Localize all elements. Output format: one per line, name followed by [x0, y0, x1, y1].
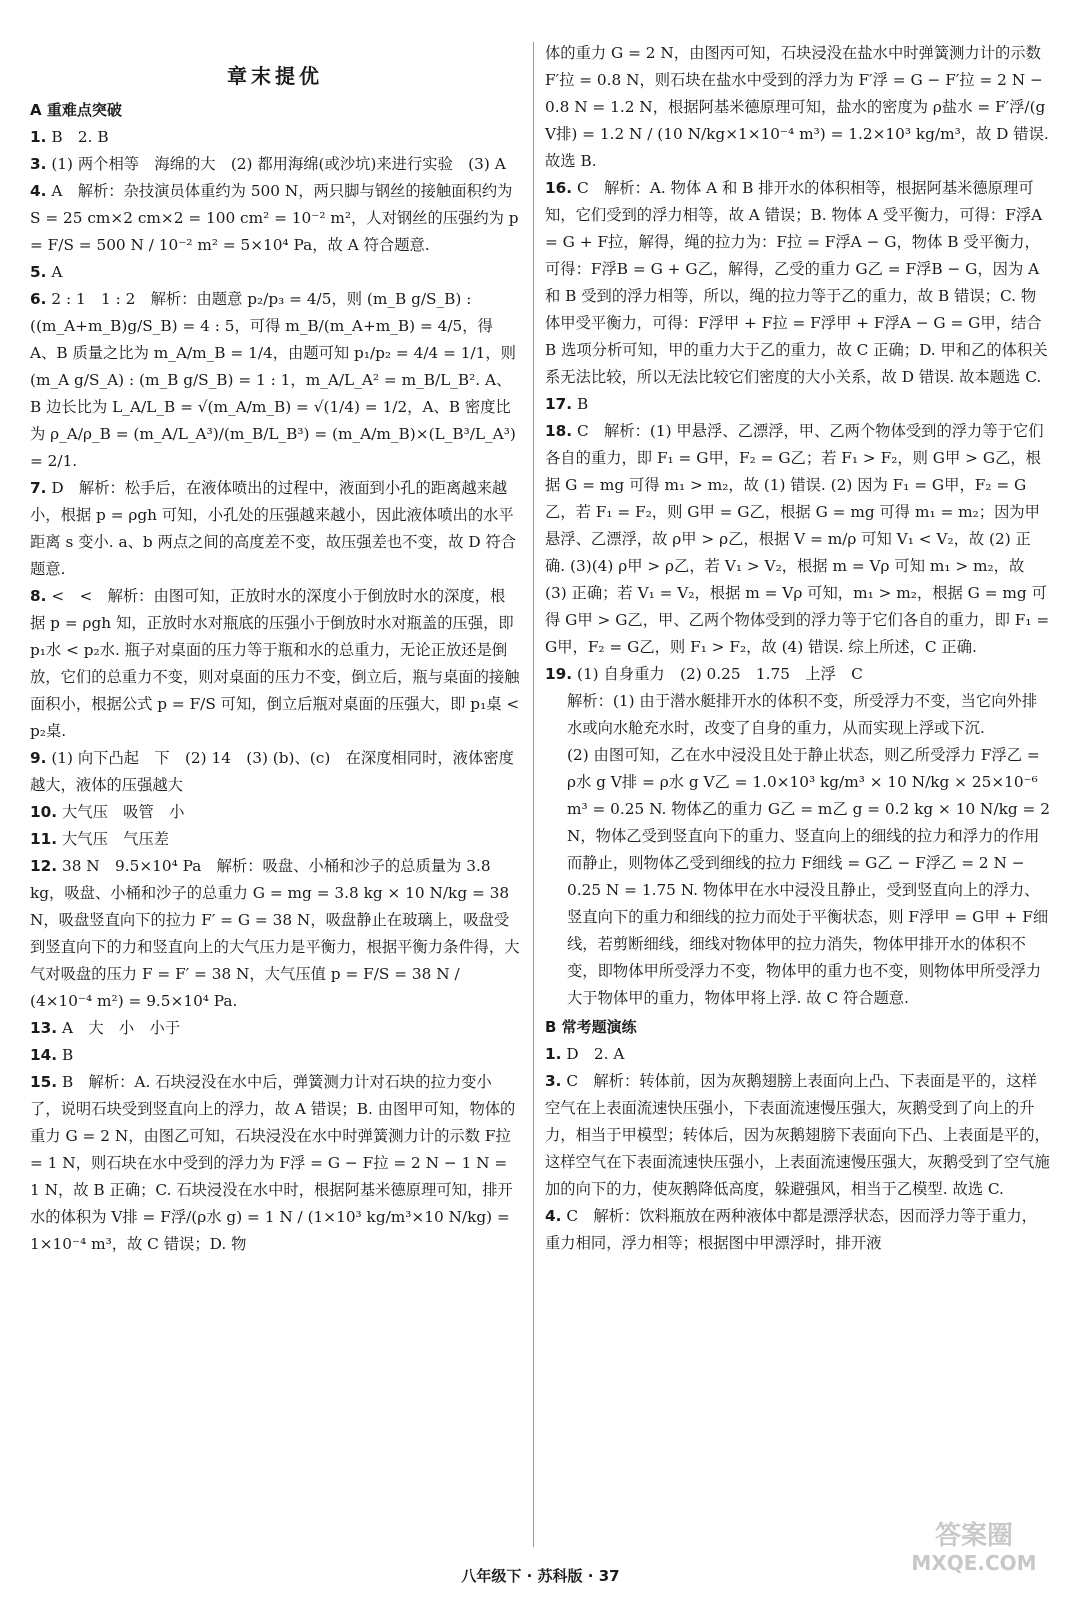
- svg-text:MXQE.COM: MXQE.COM: [911, 1551, 1037, 1575]
- answer-number: 19.: [545, 665, 573, 683]
- answer-number: 8.: [30, 587, 47, 605]
- answer-item: [30, 151, 520, 178]
- answer-number: 13.: [30, 1019, 58, 1037]
- svg-text:答案圈: 答案圈: [934, 1521, 1014, 1551]
- answer-text: C 解析：饮料瓶放在两种液体中都是漂浮状态，因而浮力等于重力，重力相同，浮力相等；根据图中甲漂浮时，排开液: [545, 1207, 1037, 1252]
- answer-item: [545, 175, 1050, 391]
- page-footer: 八年级下 · 苏科版 · 37: [461, 1567, 620, 1585]
- answer-text: (1) 两个相等 海绵的大 (2) 都用海绵(或沙坑)来进行实验 (3) A: [51, 155, 506, 173]
- answer-number: 10.: [30, 803, 58, 821]
- answer-item: [545, 661, 1050, 688]
- q19-analysis-1: 解析：(1) 由于潜水艇排开水的体积不变，所受浮力不变，当它向外排水或向水舱充水时，改变了自身的重力，从而实现上浮或下沉.: [567, 692, 1038, 737]
- answer-number: 3.: [30, 155, 47, 173]
- site-watermark-logo: [888, 1510, 1063, 1580]
- answer-number: 9.: [30, 749, 47, 767]
- answer-text: 大气压 气压差: [61, 830, 170, 848]
- answer-text: C 解析：(1) 甲悬浮、乙漂浮，甲、乙两个物体受到的浮力等于它们各自的重力，即 F₁ = G甲，F₂ = G乙；若 F₁ > F₂，则 G甲 > G乙，根据 G = mg 可得 m₁ > m₂，故 (1) 错误. (2) 因为 F₁ = G甲，F₂ = G乙，若 F₁ = F₂，则 G甲 = G乙，根据 G = mg 可得 m₁ = m₂；因为甲悬浮、乙漂浮，故 ρ甲 > ρ乙，根据 V = m/ρ 可知 V₁ < V₂，故 (2) 正确. (3)(4) ρ甲 > ρ乙，若 V₁ > V₂，根据 m = Vρ 可知 m₁ > m₂，故 (3) 正确；若 V₁ = V₂，根据 m = Vρ 可知，m₁ > m₂，根据 G = mg 可得 G甲 > G乙，甲、乙两个物体受到的浮力等于它们各自的重力，即 F₁ = G甲，F₂ = G乙，则 F₁ > F₂，故 (4) 错误. 综上所述，C 正确.: [545, 422, 1050, 656]
- answer-number: 4.: [30, 182, 47, 200]
- column-divider: [533, 42, 534, 1547]
- answer-item: [545, 1203, 1050, 1257]
- answer-number: 18.: [545, 422, 573, 440]
- answer-item: [545, 1041, 1050, 1068]
- answer-number: 4.: [545, 1207, 562, 1225]
- answer-item: [545, 418, 1050, 661]
- answer-text: (1) 向下凸起 下 (2) 14 (3) (b)、(c) 在深度相同时，液体密度越大，液体的压强越大: [30, 749, 514, 794]
- answer-item: [30, 799, 520, 826]
- answer-number: 6.: [30, 290, 47, 308]
- answer-item: [30, 1069, 520, 1258]
- answer-item: [30, 286, 520, 475]
- answer-item: [30, 124, 520, 151]
- answer-text: (1) 自身重力 (2) 0.25 1.75 上浮 C: [576, 665, 863, 683]
- answer-text: A 解析：杂技演员体重约为 500 N，两只脚与钢丝的接触面积约为 S = 25 cm×2 cm×2 = 100 cm² = 10⁻² m²，人对钢丝的压强约为 p = F/S = 500 N / 10⁻² m² = 5×10⁴ Pa，故 A 符合题意.: [30, 182, 519, 254]
- answer-text: A 大 小 小于: [61, 1019, 181, 1037]
- answer-text: 大气压 吸管 小: [61, 803, 185, 821]
- answer-item: [545, 1068, 1050, 1203]
- answer-text: C 解析：A. 物体 A 和 B 排开水的体积相等，根据阿基米德原理可知，它们受到的浮力相等，故 A 错误；B. 物体 A 受平衡力，可得：F浮A = G + F拉，解得，绳的拉力为：F拉 = F浮A − G，物体 B 受平衡力，可得：F浮B = G + G乙，解得，乙受的重力 G乙 = F浮B − G，因为 A 和 B 受到的浮力相等，所以，绳的拉力等于乙的重力，故 B 错误；C. 物体甲受平衡力，可得：F浮甲 + F拉 = F浮甲 + F浮A − G = G甲，结合 B 选项分析可知，甲的重力大于乙的重力，故 C 正确；D. 甲和乙的体积关系无法比较，所以无法比较它们密度的大小关系，故 D 错误. 故本题选 C.: [545, 179, 1048, 386]
- answer-text: B 解析：A. 石块浸没在水中后，弹簧测力计对石块的拉力变小了，说明石块受到竖直向上的浮力，故 A 错误；B. 由图甲可知，物体的重力 G = 2 N，由图乙可知，石块浸没在水中时弹簧测力计的示数 F拉 = 1 N，则石块在水中受到的浮力为 F浮 = G − F拉 = 2 N − 1 N = 1 N，故 B 正确；C. 石块浸没在水中时，根据阿基米德原理可知，排开水的体积为 V排 = F浮/(ρ水 g) = 1 N / (1×10³ kg/m³×10 N/kg) = 1×10⁻⁴ m³，故 C 错误；D. 物: [30, 1073, 516, 1253]
- answer-number: 3.: [545, 1072, 562, 1090]
- answer-item: [30, 178, 520, 259]
- left-answer-list: [30, 124, 520, 1258]
- right-answer-list: [545, 175, 1050, 688]
- answer-number: 5.: [30, 263, 47, 281]
- answer-item: [30, 259, 520, 286]
- right-column: [545, 40, 1050, 1257]
- answer-number: 14.: [30, 1046, 58, 1064]
- section-b-answer-list: [545, 1041, 1050, 1257]
- answer-text: A: [51, 263, 63, 281]
- answer-number: 12.: [30, 857, 58, 875]
- answer-text: D 解析：松手后，在液体喷出的过程中，液面到小孔的距离越来越小，根据 p = ρgh 可知，小孔处的压强越来越小，因此液体喷出的水平距离 s 变小. a、b 两点之间的高度差不变，故压强差也不变，故 D 符合题意.: [30, 479, 517, 578]
- answer-number: 16.: [545, 179, 573, 197]
- answer-text: B: [61, 1046, 74, 1064]
- answer-text: < < 解析：由图可知，正放时水的深度小于倒放时水的深度，根据 p = ρgh 知，正放时水对瓶底的压强小于倒放时水对瓶盖的压强，即 p₁水 < p₂水. 瓶子对桌面的压力等于瓶和水的总重力，无论正放还是倒放，它们的总重力不变，则对桌面的压力不变，倒立后，瓶与桌面的接触面积小，根据公式 p = F/S 可知，倒立后瓶对桌面的压强大，即 p₁桌 < p₂桌.: [30, 587, 520, 740]
- answer-number: 1.: [30, 128, 47, 146]
- left-column: [30, 40, 520, 1258]
- answer-item: [30, 1015, 520, 1042]
- answer-number: 15.: [30, 1073, 58, 1091]
- q19-analysis-2: (2) 由图可知，乙在水中浸没且处于静止状态，则乙所受浮力 F浮乙 = ρ水 g V排 = ρ水 g V乙 = 1.0×10³ kg/m³ × 10 N/kg × 25×10⁻⁶ m³ = 0.25 N. 物体乙的重力 G乙 = m乙 g = 0.2 kg × 10 N/kg = 2 N，物体乙受到竖直向下的重力、竖直向上的细线的拉力和浮力的作用而静止，则物体乙受到细线的拉力 F细线 = G乙 − F浮乙 = 2 N − 0.25 N = 1.75 N. 物体甲在水中浸没且静止，受到竖直向上的浮力、竖直向下的重力和细线的拉力而处于平衡状态，则 F浮甲 = G甲 + F细线，若剪断细线，细线对物体甲的拉力消失，物体甲排开水的体积不变，即物体甲所受浮力不变，物体甲的重力也不变，则物体甲所受浮力大于物体甲的重力，物体甲将上浮. 故 C 符合题意.: [567, 746, 1050, 1007]
- answer-number: 1.: [545, 1045, 562, 1063]
- q15-continuation: 体的重力 G = 2 N，由图丙可知，石块浸没在盐水中时弹簧测力计的示数 F′拉 = 0.8 N，则石块在盐水中受到的浮力为 F′浮 = G − F′拉 = 2 N − 0.8 N = 1.2 N，根据阿基米德原理可知，盐水的密度为 ρ盐水 = F′浮/(g V排) = 1.2 N / (10 N/kg×1×10⁻⁴ m³) = 1.2×10³ kg/m³，故 D 错误. 故选 B.: [545, 44, 1049, 170]
- page-title: 章末提优: [227, 64, 323, 88]
- answer-item: [30, 853, 520, 1015]
- answer-item: [30, 826, 520, 853]
- section-b-heading: B 常考题演练: [545, 1018, 637, 1036]
- answer-number: 11.: [30, 830, 58, 848]
- answer-text: 38 N 9.5×10⁴ Pa 解析：吸盘、小桶和沙子的总质量为 3.8 kg，吸盘、小桶和沙子的总重力 G = mg = 3.8 kg × 10 N/kg = 38 N，吸盘竖直向下的拉力 F′ = G = 38 N，吸盘静止在玻璃上，吸盘受到竖直向下的力和竖直向上的大气压力是平衡力，根据平衡力条件得，大气对吸盘的压力 F = F′ = 38 N，大气压值 p = F/S = 38 N / (4×10⁻⁴ m²) = 9.5×10⁴ Pa.: [30, 857, 520, 1010]
- answer-item: [30, 475, 520, 583]
- section-a-heading: A 重难点突破: [30, 101, 122, 119]
- answer-text: C 解析：转体前，因为灰鹅翅膀上表面向上凸、下表面是平的，这样空气在上表面流速快压强小，下表面流速慢压强大，灰鹅受到了向上的升力，相当于甲模型；转体后，因为灰鹅翅膀下表面向下凸、上表面是平的，这样空气在下表面流速快压强小，上表面流速慢压强大，灰鹅受到了空气施加的向下的力，使灰鹅降低高度，躲避强风，相当于乙模型. 故选 C.: [545, 1072, 1050, 1198]
- answer-text: B 2. B: [51, 128, 109, 146]
- answer-item: [30, 1042, 520, 1069]
- answer-item: [545, 391, 1050, 418]
- answer-item: [30, 745, 520, 799]
- answer-number: 7.: [30, 479, 47, 497]
- answer-text: B: [576, 395, 589, 413]
- answer-text: D 2. A: [566, 1045, 625, 1063]
- answer-number: 17.: [545, 395, 573, 413]
- answer-text: 2 : 1 1 : 2 解析：由题意 p₂/p₃ = 4/5，则 (m_B g/S_B) : ((m_A+m_B)g/S_B) = 4 : 5，可得 m_B/(m_A+m_B) = 4/5，得 A、B 质量之比为 m_A/m_B = 1/4，由题可知 p₁/p₂ = 4/4 = 1/1，则 (m_A g/S_A) : (m_B g/S_B) = 1 : 1，m_A/L_A² = m_B/L_B². A、B 边长比为 L_A/L_B = √(m_A/m_B) = √(1/4) = 1/2，A、B 密度比为 ρ_A/ρ_B = (m_A/L_A³)/(m_B/L_B³) = (m_A/m_B)×(L_B³/L_A³) = 2/1.: [30, 290, 516, 470]
- answer-item: [30, 583, 520, 745]
